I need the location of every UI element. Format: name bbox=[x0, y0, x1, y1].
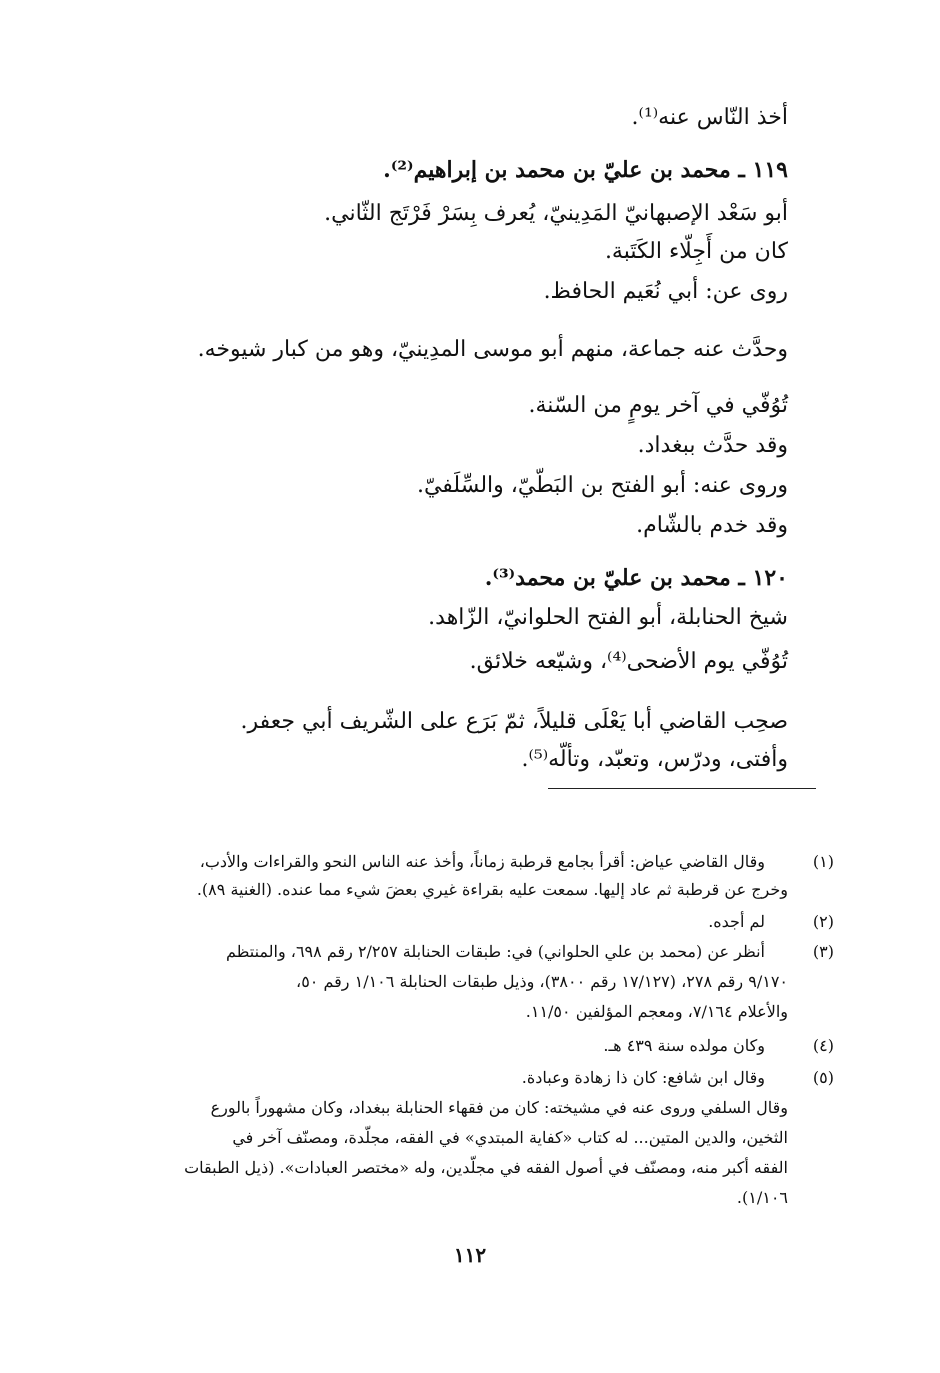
footnote-line: ٩/١٧٠ رقم ٢٧٨، (١٧/١٢٧ رقم ٣٨٠٠)، وذيل طبقات الحنابلة ١/١٠٦ رقم ٥٠، bbox=[296, 972, 788, 991]
text-line: كان من أَجِلّاء الكَتَبة. bbox=[604, 239, 788, 264]
text-line: أبو سَعْد الإصبهانيّ المَدِينيّ، يُعرف بِسَرْ فَرْتَج الثّاني. bbox=[324, 201, 788, 226]
footnote-marker-5: (٥) bbox=[812, 1068, 834, 1087]
footnote-line: وقال ابن شافع: كان ذا زهادة وعبادة. bbox=[521, 1068, 765, 1087]
footnote-line: والأعلام ٧/١٦٤، ومعجم المؤلفين ١١/٥٠. bbox=[525, 1002, 788, 1021]
text-line: وأفتى، ودرّس، وتعبّد، وتألّه⁽⁵⁾. bbox=[521, 747, 788, 772]
entry-heading-120: ١٢٠ ـ محمد بن عليّ بن محمد⁽³⁾. bbox=[484, 565, 788, 591]
text-line: وروى عنه: أبو الفتح بن البَطّيّ، والسِّلَفيّ. bbox=[416, 473, 788, 498]
footnote-line: لم أجده. bbox=[708, 912, 765, 931]
text-line: تُوُفّي يوم الأضحى⁽⁴⁾، وشيّعه خلائق. bbox=[469, 649, 788, 674]
footnote-line: وخرج عن قرطبة ثم عاد إليها. سمعت عليه بقراءة غيري بعضَ شيء مما عنده. (الغنية ٨٩). bbox=[196, 880, 788, 899]
text-line: وقد حدَّث ببغداد. bbox=[637, 433, 788, 458]
footnote-marker-2: (٢) bbox=[812, 912, 834, 931]
footnote-marker-4: (٤) bbox=[812, 1036, 834, 1055]
text-line: شيخ الحنابلة، أبو الفتح الحلوانيّ، الزّاهد. bbox=[428, 605, 788, 630]
footnote-marker-1: (١) bbox=[812, 852, 834, 871]
footnote-line: وكان مولده سنة ٤٣٩ هـ. bbox=[603, 1036, 765, 1055]
text-line: صحِب القاضي أبا يَعْلَى قليلاً، ثمّ بَرَع على الشّريف أبي جعفر. bbox=[240, 709, 788, 734]
footnote-line: ١/١٠٦). bbox=[736, 1188, 788, 1207]
footnote-line: وقال السلفي وروى عنه في مشيخته: كان من فقهاء الحنابلة ببغداد، وكان مشهوراً بالورع bbox=[210, 1098, 788, 1117]
footnote-line: وقال القاضي عياض: أقرأ بجامع قرطبة زماناً، وأخذ عنه الناس النحو والقراءات والأدب، bbox=[199, 852, 765, 871]
footnote-line: أنظر عن (محمد بن علي الحلواني) في: طبقات الحنابلة ٢/٢٥٧ رقم ٦٩٨، والمنتظم bbox=[225, 942, 765, 961]
footnote-marker-3: (٣) bbox=[812, 942, 834, 961]
entry-heading-119: ١١٩ ـ محمد بن عليّ بن محمد بن إبراهيم⁽²⁾. bbox=[383, 157, 788, 183]
text-line: تُوُفّي في آخر يومٍ من السّنة. bbox=[528, 393, 788, 418]
text-line: وقد خدم بالشّام. bbox=[636, 513, 788, 538]
footnote-line: الثخين، والدين المتين... له كتاب «كفاية المبتدي» في الفقه، مجلّدة، ومصنّف آخر في bbox=[232, 1128, 788, 1147]
text-line: وحدَّث عنه جماعة، منهم أبو موسى المدِينيّ، وهو من كبار شيوخه. bbox=[197, 337, 788, 362]
footnote-line: الفقه أكبر منه، ومصنّف في أصول الفقه في مجلّدين، وله «مختصر العبادات». (ذيل الطبقات bbox=[184, 1158, 788, 1177]
text-line: روى عن: أبي نُعَيم الحافظ. bbox=[543, 279, 788, 304]
footnote-separator bbox=[548, 788, 816, 789]
text-line: أخذ النّاس عنه⁽¹⁾. bbox=[631, 105, 788, 130]
page-number: ١١٢ bbox=[453, 1243, 487, 1267]
